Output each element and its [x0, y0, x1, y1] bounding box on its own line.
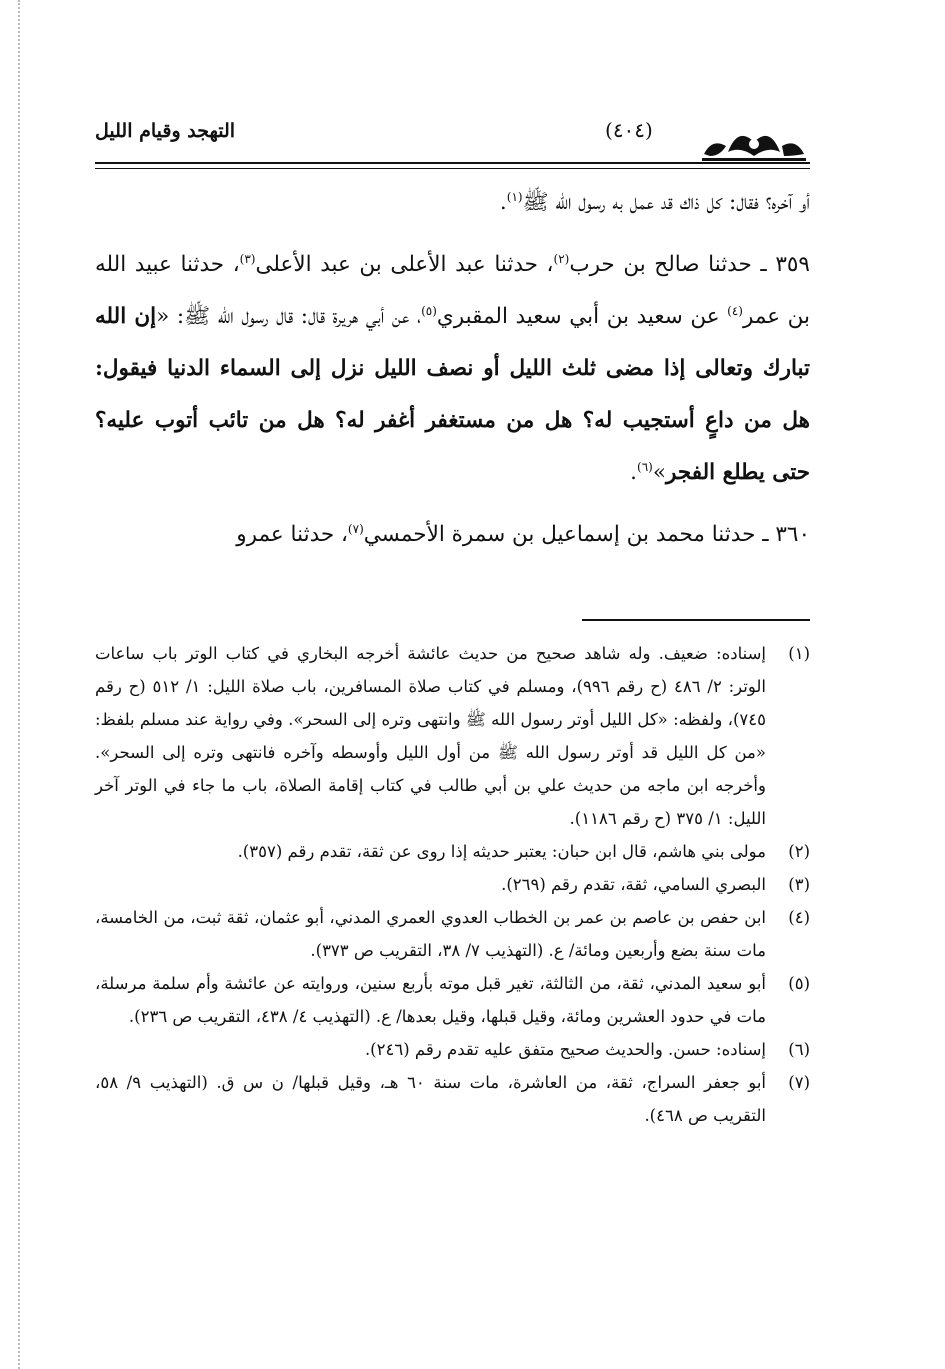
footnote-number: (٤): [788, 908, 810, 927]
footnote: [95, 1033, 810, 1066]
page-number: (٤٠٤): [605, 118, 653, 142]
hadith-359: ٣٥٩ ـ حدثنا صالح بن حرب$^{(٢)}$، حدثنا عبد الأعلى بن عبد الأعلى$^{(٣)}$، حدثنا عبيد الله بن عمر$^{(٤)}$ عن سعيد بن أبي سعيد المقبري$^{(٥)}$، عن أبي هريرة قال: قال رسول الله ﷺ: «إن الله تبارك وتعالى إذا مضى ثلث الليل أو نصف الليل نزل إلى السماء الدنيا فيقول: هل من داعٍ أستجيب له؟ هل من مستغفر أغفر له؟ هل من تائب أتوب عليه؟ حتى يطلع الفجر»$^{(٦)}$.: [95, 251, 811, 485]
hadith-number: ٣٥٩ ـ: [760, 252, 810, 277]
header-ornament-icon: [698, 112, 810, 164]
footnote: [95, 1066, 810, 1132]
footnote: [95, 835, 810, 868]
footnote-ref: (٥): [421, 303, 437, 318]
hadith-matn: إن الله تبارك وتعالى إذا مضى ثلث الليل أو نصف الليل نزل إلى السماء الدنيا فيقول: هل من داعٍ أستجيب له؟ هل من مستغفر أغفر له؟ هل من تائب أتوب عليه؟ حتى يطلع الفجر: [95, 304, 810, 485]
footnote-ref: (٢): [553, 251, 570, 266]
footnote-text: أبو جعفر السراج، ثقة، من العاشرة، مات سنة ٦٠ هـ، وقيل قبلها/ ن س ق. (التهذيب ٩/ ٥٨، التقريب ص ٤٦٨).: [95, 1073, 766, 1125]
page-header: [95, 112, 810, 162]
footnote-ref: (٣): [239, 251, 256, 266]
footnote-number: (٢): [788, 842, 810, 861]
footnote: [95, 637, 810, 835]
hadith-number: ٣٦٠ ـ: [762, 522, 810, 547]
footnote-text: أبو سعيد المدني، ثقة، من الثالثة، تغير قبل موته بأربع سنين، وروايته عن عائشة وأم سلمة مرسلة، مات في حدود العشرين ومائة، وقيل قبلها، وقيل بعدها/ ع. (التهذيب ٤/ ٤٣٨، التقريب ص ٢٣٦).: [95, 974, 766, 1026]
footnote: [95, 967, 810, 1033]
book-page: [95, 112, 810, 1132]
footnote-ref: (٧): [347, 521, 364, 536]
footnote-text: ابن حفص بن عاصم بن عمر بن الخطاب العدوي العمري المدني، أبو عثمان، ثقة ثبت، من الخامسة، مات سنة بضع وأربعين ومائة/ ع. (التهذيب ٧/ ٣٨، التقريب ص ٣٧٣).: [95, 908, 766, 960]
footnote-text: مولى بني هاشم، قال ابن حبان: يعتبر حديثه إذا روى عن ثقة، تقدم رقم (٣٥٧).: [237, 842, 766, 861]
running-title: التهجد وقيام الليل: [95, 120, 236, 142]
footnote-separator: [582, 619, 810, 621]
footnote-text: إسناده: ضعيف. وله شاهد صحيح من حديث عائشة أخرجه البخاري في كتاب الوتر باب ساعات الوتر: ٢/ ٤٨٦ (ح رقم ٩٩٦)، ومسلم في كتاب صلاة المسافرين، باب صلاة الليل: ١/ ٥١٢ (ح رقم ٧٤٥)، ولفظه: «كل الليل أوتر رسول الله ﷺ وانتهى وتره إلى السحر». وفي رواية عند مسلم بلفظ: «من كل الليل قد أوتر رسول الله ﷺ من أول الليل وأوسطه وآخره فانتهى وتره إلى السحر». وأخرجه ابن ماجه من حديث علي بن أبي طالب في كتاب إقامة الصلاة، باب ما جاء في الوتر آخر الليل: ١/ ٣٧٥ (ح رقم ١١٨٦).: [95, 644, 767, 828]
footnote-number: (١): [788, 644, 810, 663]
footnote-number: (٣): [788, 875, 810, 894]
footnote-ref: (١): [506, 189, 523, 204]
header-rule-thin: [95, 168, 810, 169]
footnote-number: (٧): [788, 1073, 810, 1092]
footnote-text: إسناده: حسن. والحديث صحيح متفق عليه تقدم رقم (٢٤٦).: [364, 1040, 766, 1059]
paragraph-continuation: أو آخره؟ فقال: كل ذاك قد عمل به رسول الله ﷺ$^{(١)}$.: [499, 189, 810, 215]
footnote-text: البصري السامي، ثقة، تقدم رقم (٢٦٩).: [501, 875, 766, 894]
footnote-number: (٥): [788, 974, 810, 993]
footnote: [95, 901, 810, 967]
footnote-number: (٦): [788, 1040, 810, 1059]
footnote-ref: (٦): [637, 459, 653, 474]
margin-dotted-line: [18, 0, 20, 1369]
footnote: [95, 868, 810, 901]
footnotes: [95, 637, 810, 1132]
main-text: [95, 177, 810, 561]
hadith-360: ٣٦٠ ـ حدثنا محمد بن إسماعيل بن سمرة الأحمسي$^{(٧)}$، حدثنا عمرو: [236, 521, 810, 547]
footnote-ref: (٤): [727, 303, 743, 318]
